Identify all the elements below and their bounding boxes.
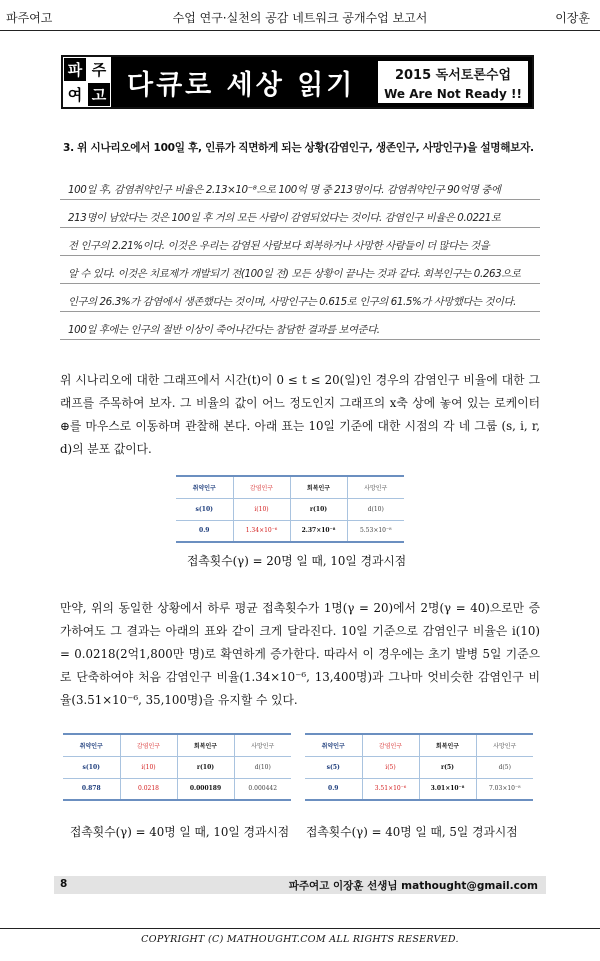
table-caption: 접촉횟수(γ) = 20명 일 때, 10일 경과시점 bbox=[187, 554, 407, 568]
table-header-cell: 회복인구 bbox=[177, 734, 234, 756]
table-cell: i(5) bbox=[362, 756, 419, 778]
table-header-cell: 사망인구 bbox=[476, 734, 533, 756]
table-cell: d(5) bbox=[476, 756, 533, 778]
header-rule bbox=[0, 30, 600, 31]
answer-line bbox=[60, 284, 540, 312]
copyright-notice: COPYRIGHT (C) MATHOUGHT.COM ALL RIGHTS RESERVED. bbox=[141, 934, 459, 945]
banner-subtitle-box bbox=[378, 61, 528, 103]
table-header-cell: 회복인구 bbox=[290, 476, 347, 498]
table-cell: s(10) bbox=[176, 498, 233, 520]
table-cell: 0.9 bbox=[176, 520, 233, 542]
answer-text: 213명이 남았다는 것은 100일 후 거의 모든 사람이 감염되었다는 것이다. 감염인구 비율은 0.0221로 bbox=[68, 212, 501, 224]
footer-rule bbox=[0, 928, 600, 929]
table-header-cell: 사망인구 bbox=[347, 476, 404, 498]
table-cell: r(5) bbox=[419, 756, 476, 778]
table-header-cell: 사망인구 bbox=[234, 734, 291, 756]
table-row bbox=[176, 498, 404, 520]
table-cell: 0.9 bbox=[305, 778, 362, 800]
answer-text: 알 수 있다. 이것은 치료제가 개발되기 전(100일 전) 모든 상황이 끝나는 것과 같다. 회복인구는 0.263으로 bbox=[68, 268, 521, 280]
title-banner bbox=[61, 55, 534, 109]
table-cell: 0.0218 bbox=[120, 778, 177, 800]
table-header-cell: 취약인구 bbox=[63, 734, 120, 756]
table-header-row bbox=[305, 734, 533, 756]
table-cell: 3.51×10⁻⁶ bbox=[362, 778, 419, 800]
answer-line bbox=[60, 256, 540, 284]
table-cell: 7.03×10⁻⁸ bbox=[476, 778, 533, 800]
logo-char: 고 bbox=[88, 83, 110, 106]
table-cell: 1.34×10⁻⁶ bbox=[233, 520, 290, 542]
table-cell: r(10) bbox=[177, 756, 234, 778]
table-row bbox=[305, 756, 533, 778]
answer-text: 100일 후, 감염취약인구 비율은 2.13×10⁻⁸으로 100억 명 중 213명이다. 감염취약인구 90억명 중에 bbox=[68, 184, 501, 196]
answer-text: 전 인구의 2.21%이다. 이것은 우리는 감염된 사람보다 회복하거나 사망한 사람들이 더 많다는 것을 bbox=[68, 240, 490, 252]
table-header-cell: 취약인구 bbox=[305, 734, 362, 756]
page-header bbox=[0, 0, 600, 34]
school-logo bbox=[63, 57, 113, 107]
table-cell: 2.37×10⁻⁸ bbox=[290, 520, 347, 542]
banner-subtitle: 2015 독서토론수업 bbox=[394, 67, 512, 83]
logo-char: 주 bbox=[88, 58, 110, 81]
table-header-row bbox=[63, 734, 291, 756]
header-school: 파주여고 bbox=[6, 11, 53, 25]
page-number: 8 bbox=[60, 878, 68, 890]
header-report-title: 수업 연구·실천의 공감 네트워크 공개수업 보고서 bbox=[172, 11, 428, 25]
table-row bbox=[63, 778, 291, 800]
answer-text: 인구의 26.3%가 감염에서 생존했다는 것이며, 사망인구는 0.615로 인구의 61.5%가 사망했다는 것이다. bbox=[68, 296, 516, 308]
question-heading: 3. 위 시나리오에서 100일 후, 인류가 직면하게 되는 상황(감염인구, 생존인구, 사망인구)을 설명해보자. bbox=[63, 142, 534, 154]
table-cell: 0.000189 bbox=[177, 778, 234, 800]
table-header-row bbox=[176, 476, 404, 498]
table-header-cell: 취약인구 bbox=[176, 476, 233, 498]
distribution-table-gamma20-day10 bbox=[176, 475, 404, 543]
banner-title: 다큐로 세상 읽기 bbox=[127, 69, 356, 101]
page-footer bbox=[54, 876, 546, 894]
table-cell: s(5) bbox=[305, 756, 362, 778]
table-cell: i(10) bbox=[233, 498, 290, 520]
answer-line bbox=[60, 200, 540, 228]
table-cell: d(10) bbox=[347, 498, 404, 520]
table-cell: 0.878 bbox=[63, 778, 120, 800]
table-cell: i(10) bbox=[120, 756, 177, 778]
footer-author: 파주여고 이장훈 선생님 mathought@gmail.com bbox=[288, 880, 538, 892]
header-author: 이장훈 bbox=[555, 11, 590, 25]
table-header-cell: 회복인구 bbox=[419, 734, 476, 756]
table-row bbox=[63, 756, 291, 778]
answer-text: 100일 후에는 인구의 절반 이상이 죽어나간다는 참담한 결과를 보여준다. bbox=[68, 324, 380, 336]
answer-line bbox=[60, 312, 540, 340]
answer-line bbox=[60, 228, 540, 256]
table-cell: r(10) bbox=[290, 498, 347, 520]
table-cell: 3.01×10⁻⁸ bbox=[419, 778, 476, 800]
table-row bbox=[176, 520, 404, 542]
logo-char: 파 bbox=[64, 58, 86, 81]
distribution-table-gamma40-day5 bbox=[305, 733, 533, 801]
body-paragraph-1: 위 시나리오에 대한 그래프에서 시간(t)이 0 ≤ t ≤ 20(일)인 경우의 감염인구 비율에 대한 그래프를 주목하여 보자. 그 비율의 값이 어느 정도인지 그래프의 x축 상에 놓여 있는 로케이터 ⊕를 마우스로 이동하며 관찰해 본다. 아래 표는 10일 기준에 대한 시점의 각 네 그룹 (s, i, r, d)의 분포 값이다. bbox=[60, 373, 540, 456]
table-row bbox=[305, 778, 533, 800]
table-header-cell: 감염인구 bbox=[362, 734, 419, 756]
table-header-cell: 감염인구 bbox=[233, 476, 290, 498]
distribution-table-gamma40-day10 bbox=[63, 733, 291, 801]
table-cell: 0.000442 bbox=[234, 778, 291, 800]
body-paragraph-2: 만약, 위의 동일한 상황에서 하루 평균 접촉횟수가 1명(γ = 20)에서 2명(γ = 40)으로만 증가하여도 그 결과는 아래의 표와 같이 크게 달라진다. 10일 기준으로 감염인구 비율은 i(10) = 0.0218(2억1,800만 명)로 확연하게 증가한다. 따라서 이 경우에는 초기 발병 5일 기준으로 단축하여야 처음 감염인구 비율(1.34×10⁻⁶, 13,400명)과 그나마 엇비슷한 감염인구 비율(3.51×10⁻⁶, 35,100명)을 유지할 수 있다. bbox=[60, 601, 540, 707]
table-caption: 접촉횟수(γ) = 40명 일 때, 10일 경과시점 bbox=[70, 825, 290, 839]
table-cell: 5.53×10⁻⁸ bbox=[347, 520, 404, 542]
banner-tagline: We Are Not Ready !! bbox=[384, 86, 522, 101]
answer-line bbox=[60, 172, 540, 200]
table-header-cell: 감염인구 bbox=[120, 734, 177, 756]
table-cell: d(10) bbox=[234, 756, 291, 778]
logo-char: 여 bbox=[64, 83, 86, 106]
table-cell: s(10) bbox=[63, 756, 120, 778]
handwritten-answer bbox=[60, 172, 540, 340]
table-caption: 접촉횟수(γ) = 40명 일 때, 5일 경과시점 bbox=[306, 825, 518, 839]
